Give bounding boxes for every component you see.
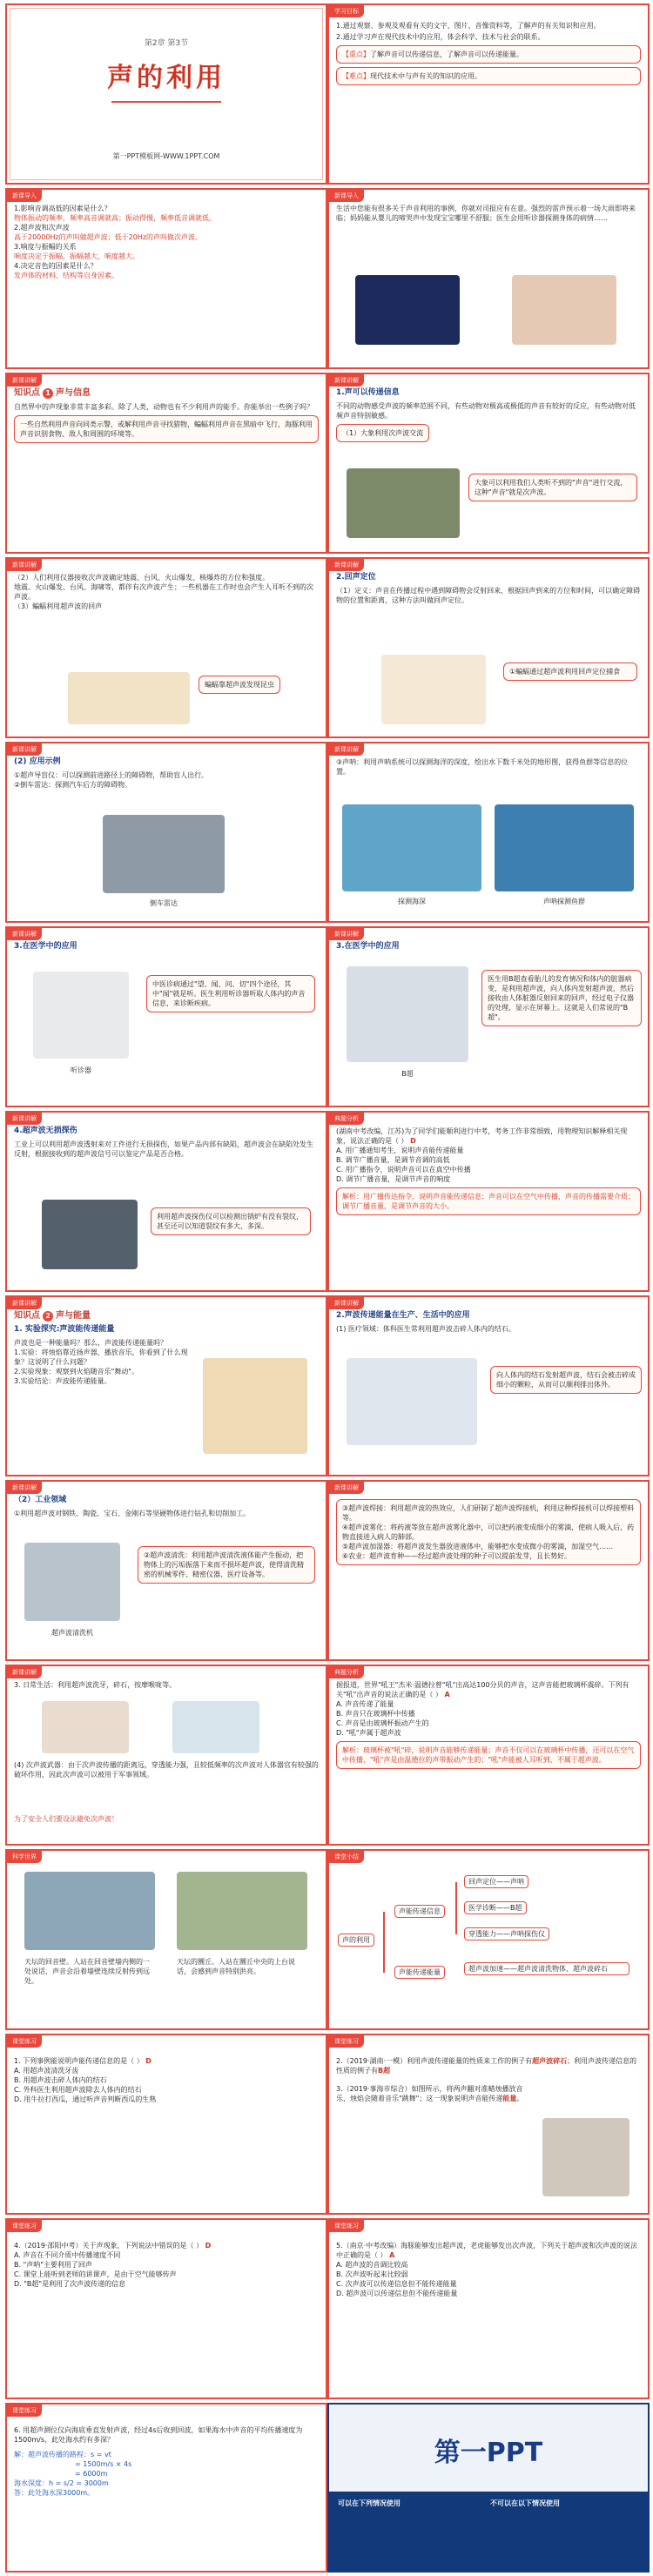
question-stem: 4.（2019·邵阳中考）关于声现象，下列说法中错误的是（ ） (14, 2242, 204, 2250)
slide-tag: 新课讲解 (7, 928, 42, 940)
slide-tag: 新课讲解 (7, 374, 42, 387)
section-title: 3.在医学中的应用 (336, 942, 400, 951)
question-text (336, 1127, 641, 1146)
answer: B超 (378, 2067, 391, 2075)
text-line: 1.实验：将烛焰靠近扬声器，播放音乐，你看到了什么现象？这说明了什么问题？ (14, 1349, 188, 1366)
option: B. 声音只在玻璃杯中传播 (336, 1710, 415, 1718)
option: A. 声音传递了能量 (336, 1700, 394, 1708)
summary-leaf: 超声波加速——超声波清洗物体、超声波碎石 (464, 1962, 629, 1975)
section-title: 2.回声定位 (336, 573, 376, 582)
question-text (336, 2241, 641, 2260)
section-title: (2) 应用示例 (14, 757, 61, 766)
slide-knowledge-2 (5, 1295, 327, 1476)
image-caption: 天坛的圜丘。人站在圜丘中央的上台说话，会感到声音特别洪亮。 (177, 1958, 295, 1975)
option: C. 声音是由玻璃杯振动产生的 (336, 1719, 429, 1727)
key-text: 了解声音可以传递信息，了解声音可以传递能量。 (370, 50, 523, 58)
slide-body (14, 388, 319, 547)
connector (455, 1882, 457, 1934)
text-box: 向人体内的结石发射超声波，结石会被击碎成细小的颗粒，从而可以顺利排出体外。 (490, 1366, 642, 1394)
slide-body (336, 1496, 641, 1654)
section-text: (1) 医疗领域：体科医生常利用超声波击碎人体内的结石。 (336, 1325, 515, 1333)
option: B. "声呐"主要利用了回声 (14, 2261, 92, 2269)
answer: D (205, 2242, 212, 2250)
text-line: 3. 日常生活：利用超声波洗牙，碎石，按摩喉咙等。 (14, 1681, 177, 1689)
image-caption: 超声波清洗机 (51, 1629, 93, 1637)
question-text (14, 2056, 319, 2066)
speech-bubble: ①蝙蝠通过超声波利用回声定位捕食 (503, 662, 637, 681)
slide-tag: 新课讲解 (7, 1666, 42, 1678)
text-line: （2）人们利用仪器接收次声波确定地震、台风、火山爆发、核爆炸的方位和强度。 (14, 574, 270, 582)
section-title: 2.声波传递能量在生产、生活中的应用 (336, 1311, 470, 1320)
experiment-steps (14, 1338, 188, 1386)
text-line: ①超声导盲仪：可以探测前进路径上的障碍物，帮助盲人出行。 (14, 771, 209, 779)
review-line: 发声体的材料、结构等自身因素。 (14, 272, 118, 279)
end-left-title: 可以在下列情况使用 (338, 2499, 401, 2507)
difficulty-text: 现代技术中与声有关的知识的应用。 (370, 72, 481, 80)
slide-summary (327, 1849, 650, 2030)
slide-body (14, 2425, 319, 2566)
slide-industry (5, 1480, 327, 1661)
section-text: ③声呐：利用声呐系统可以探测海洋的深度，绘出水下数千米处的地形图，获得鱼群等信息的位置。 (336, 758, 629, 776)
review-line: 高于20000Hz的声叫做超声波；低于20Hz的声叫做次声波。 (14, 233, 203, 241)
image-caption: 倒车雷达 (150, 899, 178, 907)
slide-body (336, 1127, 641, 1285)
solution-answer: 答：此处海水深3000m。 (14, 2489, 95, 2497)
b-ultrasound-image (347, 966, 468, 1062)
knowledge-text: 自然界中的声现象非常丰富多彩。除了人类，动物也有不少利用声的能手。你能举出一些例子吗？ (14, 403, 313, 411)
summary-branch: 声能传递信息 (394, 1905, 445, 1918)
slide-sonar (327, 742, 650, 923)
answer: 能量 (502, 2095, 517, 2102)
review-line: 4.决定音色的因素是什么？ (14, 262, 98, 270)
speaker-candle-image (203, 1358, 307, 1454)
review-line: 2.超声波和次声波 (14, 224, 70, 232)
slide-body (336, 2241, 641, 2392)
question-stem: 。 (516, 2095, 524, 2102)
knowledge-title (14, 388, 319, 399)
slide-tag: 新课讲解 (7, 1113, 42, 1125)
summary-root: 声的利用 (338, 1934, 374, 1947)
option: C. 用广播指令，说明声音可以在真空中传播 (336, 1166, 471, 1174)
slide-practice-3 (5, 2218, 327, 2399)
sea-depth-image (342, 804, 481, 891)
option: B. 调节广播音量，是调节音调的高低 (336, 1156, 450, 1164)
text-line: 2.实验现象：观察到火焰随音乐"舞动"。 (14, 1368, 138, 1375)
experiment-title: 1. 实验探究:声波能传递能量 (14, 1325, 115, 1334)
solution-line: 海水深度：h = s/2 = 3000m (14, 2479, 109, 2487)
slide-intro (327, 188, 650, 369)
section-title: 3.在医学中的应用 (14, 942, 77, 951)
knowledge-title (14, 1311, 319, 1322)
chapter-label: 第2章 第3节 (144, 39, 189, 48)
image-caption: 探测海深 (398, 898, 426, 905)
text-box: 中医诊病通过"望、闻、问、切"四个途径，其中"闻"就是听。医生利用听诊器听取人体内的声音信息，来诊断疾病。 (146, 975, 315, 1012)
knowledge-name: 声与信息 (56, 388, 91, 398)
slide-review (5, 188, 327, 369)
lithotripsy-image (347, 1358, 477, 1445)
slide-tag: 新课讲解 (7, 743, 42, 756)
review-line: 响度决定于振幅，振幅越大，响度越大。 (14, 252, 139, 260)
slide-cover (5, 3, 327, 185)
review-line: 物体振动的频率，频率高音调就高；振动得慢，频率低音调就低。 (14, 214, 216, 222)
text-line: （3）蝙蝠利用超声波的回声 (14, 602, 103, 610)
slide-example-1 (327, 1111, 650, 1292)
option: C. 次声波可以传递信息但不能传递能量 (336, 2280, 457, 2288)
question-stem: 3.（2019·事海市综合）如图所示，将两声翻对准蜡烛播放音乐，烛焰会随着音乐"跳舞"；这一现象说明声音能传递 (336, 2085, 523, 2102)
slide-infrasound (5, 557, 327, 738)
question-text (336, 2056, 641, 2075)
solution-line: 解：超声波传播的路程：s = vt (14, 2451, 111, 2458)
text-line: 为了安全人们要设法避免次声波！ (14, 1815, 118, 1823)
summary-leaf: 医学诊断——B超 (464, 1901, 527, 1914)
slide-example-2 (327, 1665, 650, 1846)
question-stem: 5.（南京·中考改编）海豚能够发出超声波，老虎能够发出次声波，下列关于超声波和次声波的说法中正确的是（ ） (336, 2242, 638, 2259)
answer: D (410, 1137, 416, 1145)
slide-practice-4 (327, 2218, 650, 2399)
section-text: ①利用超声波对钢铁、陶瓷、宝石、金刚石等坚硬物体进行钻孔和切削加工。 (14, 1510, 251, 1517)
text-line: ③超声波焊接：利用超声波的热效应，人们研制了超声波焊接机，利用这种焊接机可以焊接塑料等。 (342, 1504, 635, 1522)
summary-leaf: 穿透能力——声呐探伤仪 (464, 1927, 549, 1940)
analysis-box: 解析：玻璃杯被"吼"碎，说明声音能够传递能量；声音不仅可以在玻璃杯中传播，还可以在空气中传播，"吼"声是由温德拉的声带振动产生的；"吼"声能被人耳听到，不属于超声波。 (336, 1741, 641, 1769)
text-line: ⑤超声波加湿器：将超声波发生器放进液体中，能够把水变成微小的雾滴，加湿空气…… (342, 1543, 614, 1550)
section-text: 不同的动物感受声波的频率范围不同，有些动物对极高或极低的声音有较好的反应，有些动物对低频声音特别敏感。 (336, 402, 636, 420)
slide-tag: 课堂小结 (329, 1851, 364, 1863)
slide-applications (5, 742, 327, 923)
slide-medicine-2 (327, 926, 650, 1107)
slide-tag: 新课导入 (329, 190, 364, 202)
text-box: 利用超声波探伤仪可以检测出锅炉有没有裂纹，甚至还可以知道裂纹有多大、多深。 (151, 1207, 311, 1235)
summary-leaf: 回声定位——声呐 (464, 1875, 528, 1888)
slide-goals (327, 3, 650, 185)
key-point-box (336, 45, 641, 64)
connector (383, 1912, 385, 1973)
slide-tag: 新课讲解 (329, 928, 364, 940)
slide-practice-5 (5, 2403, 327, 2573)
image-caption: 声呐探测鱼群 (543, 898, 585, 905)
slide-tag: 新课讲解 (329, 374, 364, 387)
circular-mound-image (177, 1872, 307, 1950)
massager-image (172, 1701, 259, 1753)
image-caption: 听诊器 (71, 1066, 91, 1074)
section-text: 工业上可以利用超声波透射来对工件进行无损探伤，如果产品内部有缺陷，超声波会在缺陷处发生反射，根据接收到的超声波信号可以鉴定产品是否合格。 (14, 1140, 313, 1158)
answer: D (145, 2057, 151, 2065)
caption-box: （1）大象利用次声波交流 (336, 424, 429, 442)
option: D. "吼"声属于超声波 (336, 1729, 401, 1737)
option: D. 超声波可以传递信息但不能传递能量 (336, 2290, 458, 2297)
flaw-detector-image (42, 1200, 138, 1269)
slide-echo-location (327, 557, 650, 738)
slide-tag: 新课讲解 (7, 559, 42, 571)
review-line: 1.影响音调高低的因素是什么？ (14, 205, 111, 212)
text-box: ②超声波清洗：利用超声波清洗液体能产生振动，把物体上的污垢振落下来而不损坏超声波，使得清洗精密的机械零件、精密仪器、医疗设备等。 (138, 1546, 315, 1584)
image-caption: B超 (401, 1070, 414, 1078)
question-stem: 1. 下列事例能说明声能传递信息的是（ ） (14, 2057, 144, 2065)
slide-tag: 新课讲解 (7, 1297, 42, 1309)
solution-line: = 1500m/s × 4s (75, 2460, 132, 2468)
title-underline (111, 101, 221, 103)
goal-item: 2.通过学习声在现代技术中的应用，体会科学、技术与社会的联系。 (336, 33, 545, 41)
option: D. 调节广播音量，是调节声音的响度 (336, 1175, 451, 1183)
option: C. 外科医生利用超声波除去人体内的结石 (14, 2086, 142, 2094)
cover-title: 声的利用 (107, 63, 226, 93)
question-text (14, 2241, 319, 2250)
lightning-image (355, 275, 460, 345)
slide-body (14, 2241, 319, 2392)
text-line: 地震、火山爆发、台风、海啸等，都伴有次声波产生；一些机器在工作时也会产生人耳听不到的次声波。 (14, 583, 313, 601)
bat-image (68, 672, 190, 724)
option: B. 次声波听起来比较弱 (336, 2270, 408, 2278)
elephant-image (347, 468, 460, 538)
slide-end (327, 2403, 650, 2573)
knowledge-label: 知识点 (14, 1311, 40, 1321)
slide-tag: 课堂练习 (329, 2220, 364, 2232)
option: A. 声音在不同介质中传播速度不同 (14, 2251, 121, 2259)
slide-body (14, 2056, 319, 2208)
text-line: 3.实验结论：声波能传递能量。 (14, 1377, 111, 1385)
option: D. 用牛拉打西瓜，通过听声音判断西瓜的生熟 (14, 2095, 157, 2103)
text-line: (4) 次声波武器：由于次声波传播的距离远，穿透能力强，且较低频率的次声波对人体器官有较强的破坏作用，因此次声波可以被用于军事领域。 (14, 1761, 319, 1779)
fish-school-image (495, 804, 634, 891)
slide-practice-1 (5, 2034, 327, 2215)
slide-body (336, 1680, 641, 1839)
slide-tag: 新课讲解 (329, 559, 364, 571)
answer: A (444, 1691, 450, 1698)
slide-tag: 新课讲解 (7, 1482, 42, 1494)
option: D. "B超"是利用了次声波传递的信息 (14, 2280, 126, 2288)
slide-knowledge-1 (5, 373, 327, 554)
text-line: 声波也是一种能量吗？那么，声波能传递能量吗？ (14, 1339, 167, 1347)
knowledge-number: 1 (43, 388, 53, 399)
slide-tag: 学习目标 (329, 5, 364, 17)
cover-website: 第一PPT模板网-WWW.1PPT.COM (112, 152, 220, 160)
knowledge-number: 2 (43, 1311, 53, 1322)
slide-body (14, 204, 319, 362)
slide-tag: 典题分析 (329, 1666, 364, 1678)
slide-tag: 新课导入 (7, 190, 42, 202)
slide-transmit-info (327, 373, 650, 554)
question-text (336, 1680, 641, 1699)
summary-branch: 声能传递能量 (394, 1966, 445, 1979)
end-logo: 第一PPT (434, 2438, 543, 2468)
section-text: （1）定义：声音在传播过程中遇到障碍物会反射回来，根据回声到来的方位和时间，可以确定障碍物的位置和距离，这种方法叫做回声定位。 (336, 587, 641, 604)
stethoscope-image (33, 972, 129, 1059)
slide-science-world (5, 1849, 327, 2030)
slide-tag: 科学世界 (7, 1851, 42, 1863)
option: A. 用超声波清洗牙齿 (14, 2067, 79, 2075)
section-title: 4.超声波无损探伤 (14, 1127, 77, 1135)
question-stem: 据报道，世界"吼王"杰米·温德拉曾"吼"出高达100分贝的声音，这声音能把玻璃杯震碎。下列有关"吼"出声音的说法正确的是（ ） (336, 1681, 629, 1698)
question-stem: 2.（2019·湖南·一模）利用声波传递能量的性质来工作的例子有 (336, 2057, 533, 2065)
slide-tag: 课堂练习 (7, 2404, 42, 2417)
ultrasonic-cleaner-image (24, 1543, 120, 1621)
answer: A (389, 2251, 395, 2259)
end-right-title: 不可以在以下情况使用 (490, 2499, 560, 2507)
option: C. 课堂上能听到老师的讲课声，是由于空气能够传声 (14, 2270, 177, 2278)
reversing-radar-image (103, 815, 225, 893)
slide-tag: 新课讲解 (329, 1482, 364, 1494)
slide-tag: 新课讲解 (329, 1297, 364, 1309)
dental-image (42, 1701, 129, 1753)
speech-bubble: 大象可以利用我们人类听不到的"声音"进行交流，这种"声音"就是次声波。 (468, 474, 637, 501)
speech-bubble: 蝙蝠靠超声波发现昆虫 (199, 676, 280, 694)
solution-line: = 6000m (75, 2470, 108, 2478)
knowledge-name: 声与能量 (56, 1311, 91, 1321)
text-line: ②倒车雷达：探测汽车后方的障碍物。 (14, 781, 132, 789)
slide-tag: 典题分析 (329, 1113, 364, 1125)
slide-tag: 课堂练习 (329, 2035, 364, 2048)
question-text (336, 2084, 528, 2103)
option: A. 用广播通知考生，说明声音能传递能量 (336, 1147, 464, 1154)
intro-text: 生活中您能有很多关于声音利用的事例，你就对司报应有在意。强烈的雷声预示着一场大雨即将来临；妈妈能从婴儿的啼哭声中发现宝宝哪里不舒服；医生会用听诊器探测身体的病情…… (336, 205, 636, 222)
key-label: 【重点】 (342, 50, 370, 58)
analysis-box: 解析：用广播传达指令，说明声音能传递信息；声音可以在空气中传播，声音的传播需要介质；调节广播音量，是调节声音的大小。 (336, 1187, 641, 1215)
review-line: 3.响度与振幅的关系 (14, 243, 77, 251)
baby-image (512, 275, 616, 345)
text-box: 医生用B超查看胎儿的发育情况和体内的脏器病变，是利用超声波，向人体内发射超声波，然后接收由人体脏器反射回来的回声，经过电子仪器的处理，显示在屏幕上。这就是人们常说的"B超"。 (481, 970, 642, 1026)
option: A. 超声波的音调比较高 (336, 2261, 408, 2269)
text-box (336, 1499, 641, 1565)
slide-flaw-detection (5, 1111, 327, 1292)
slide-medicine-1 (5, 926, 327, 1107)
echo-wall-image (24, 1872, 155, 1950)
difficulty-label: 【难点】 (342, 72, 370, 80)
example-box: 一些自然利用声音向同类示警，或解利用声音寻找猎物，蝙蝠利用声音在黑暗中飞行，海豚利用声音识别食物、敌人和周围的环境等。 (14, 415, 319, 443)
text-line: ④超声波雾化：将药液等放在超声波雾化器中，可以把药液变成细小的雾滴，使病人吸入后，药物直接进入病人的肺部。 (342, 1523, 635, 1541)
text-line: ⑥农业：超声波育种——经过超声波处理的种子可以提前发芽，且长势好。 (342, 1552, 572, 1560)
option: B. 用超声波击碎人体内的结石 (14, 2076, 107, 2084)
knowledge-label: 知识点 (14, 388, 40, 398)
answer: 超声波碎石 (532, 2057, 568, 2065)
question-text: 6. 用超声测位仪向海底垂直发射声波，经过4s后收到回波，如果海水中声音的平均传播速度为1500m/s，此处海水约有多深？ (14, 2426, 303, 2444)
bat-hunting-image (381, 655, 486, 724)
question-stem: (湖南中考改编，江苏)为了同学们能顺利进行中考，考务工作非常细致，用物理知识解释相关现象，说法正确的是（ ） (336, 1127, 628, 1145)
section-title: 1.声可以传递信息 (336, 388, 400, 397)
slide-body (336, 19, 641, 178)
question-stem: ；利用声波传递信息的性质的例子有 (336, 2057, 637, 2075)
slide-tag: 新课讲解 (329, 743, 364, 756)
end-info-panel (329, 2492, 648, 2571)
slide-other-apps (327, 1480, 650, 1661)
slide-practice-2 (327, 2034, 650, 2215)
slide-tag: 课堂练习 (7, 2035, 42, 2048)
image-caption: 天坛的回音壁。人站在回音壁墙内侧的一处说话，声音会沿着墙壁连续反射传到远处。 (24, 1958, 150, 1985)
slide-tag: 课堂练习 (7, 2220, 42, 2232)
goal-item: 1.通过观察、参观及观看有关的文字、图片、音像资料等，了解声的有关知识和应用。 (336, 22, 601, 30)
difficulty-box (336, 67, 641, 85)
slide-energy-apps (327, 1295, 650, 1476)
slide-daily-life (5, 1665, 327, 1846)
section-title: （2）工业领域 (14, 1496, 67, 1504)
speaker-candle-image (542, 2118, 629, 2196)
